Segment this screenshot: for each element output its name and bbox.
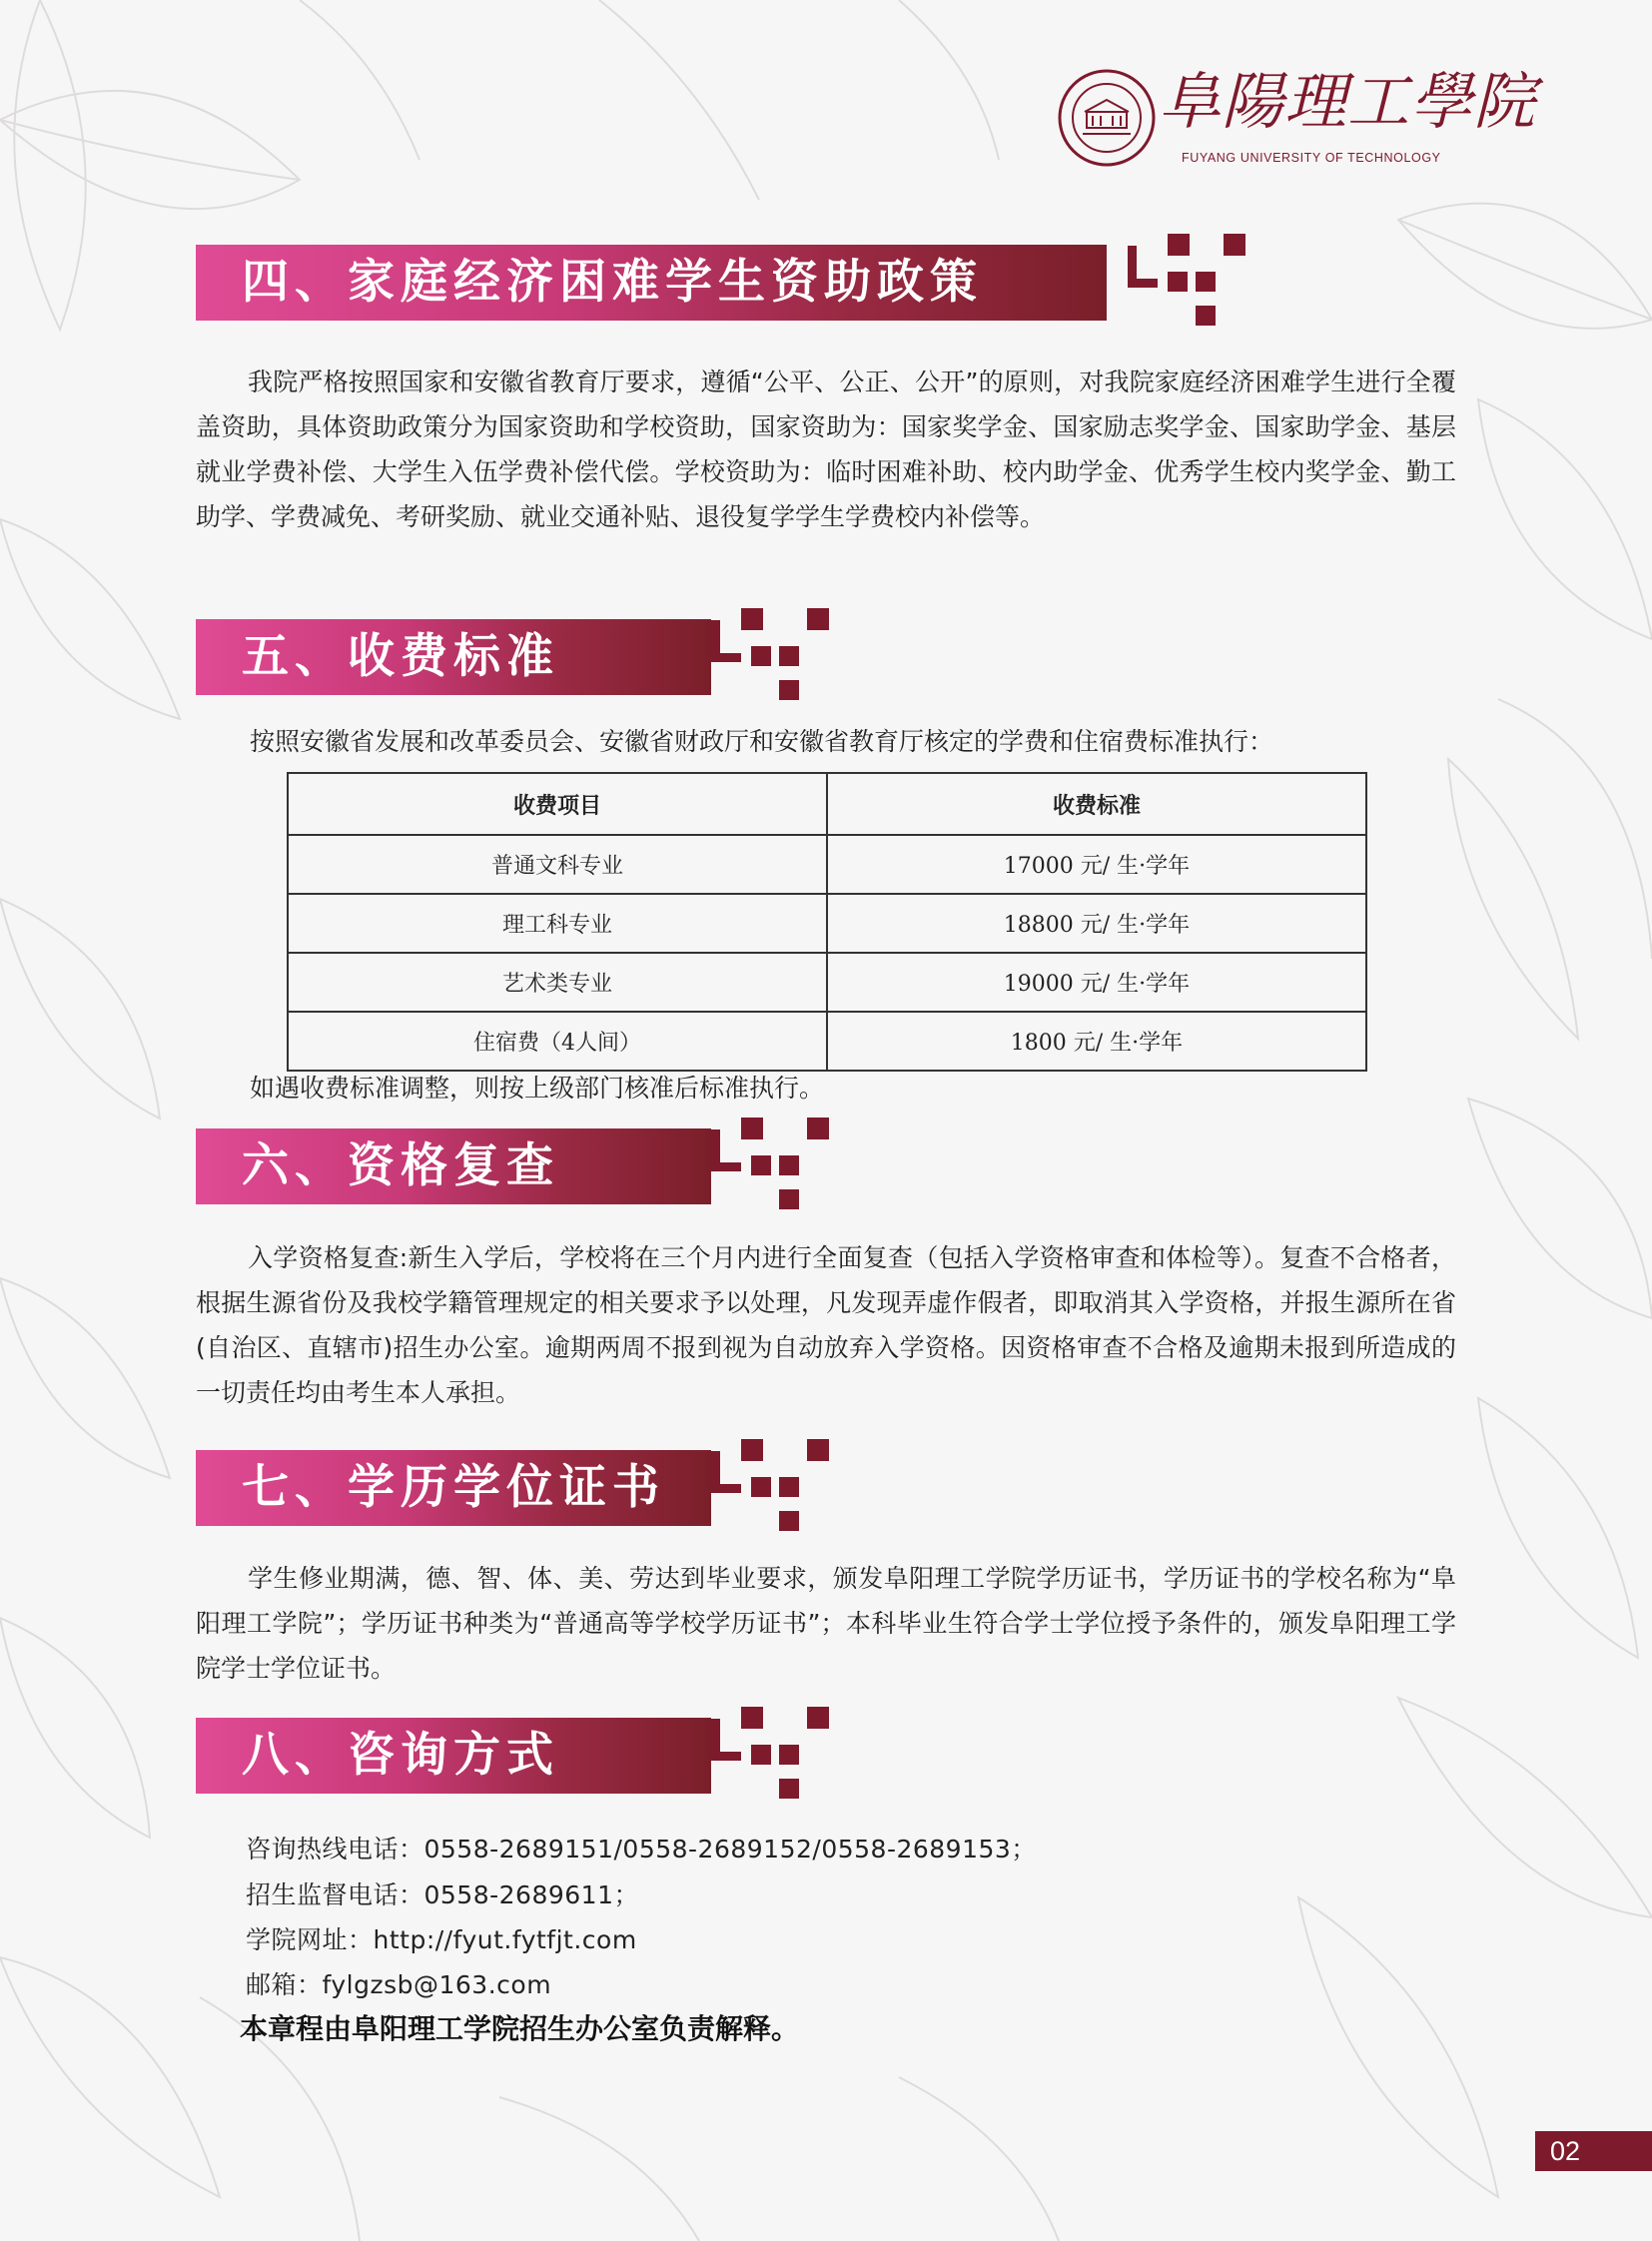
hotline-phone: 咨询热线电话：0558-2689151/0558-2689152/0558-2689153； (246, 1835, 1037, 1864)
table-header: 收费项目 (288, 773, 827, 835)
table-row (288, 835, 1366, 894)
paragraph: 我院严格按照国家和安徽省教育厅要求，遵循“公平、公正、公开”的原则，对我院家庭经济困难学生进行全覆盖资助，具体资助政策分为国家资助和学校资助，国家资助为：国家奖学金、国家励志奖学金、国家助学金、基层就业学费补偿、大学生入伍学费补偿代偿。学校资助为：临时困难补助、校内助学金、优秀学生校内奖学金、勤工助学、学费减免、考研奖励、就业交通补贴、退役复学学生学费校内补偿等。 (196, 368, 1456, 531)
fee-intro: 按照安徽省发展和改革委员会、安徽省财政厅和安徽省教育厅核定的学费和住宿费标准执行： (250, 727, 1274, 756)
email-link[interactable]: 邮箱：fylgzsb@163.com (246, 1970, 552, 1999)
section-title-8: 八、咨询方式 (242, 1728, 559, 1783)
fee-note: 如遇收费标准调整，则按上级部门核准后标准执行。 (250, 1074, 825, 1103)
table-cell: 18800 元/ 生·学年 (827, 894, 1366, 953)
section-body-7 (196, 1556, 1456, 1691)
table-cell: 19000 元/ 生·学年 (827, 953, 1366, 1012)
table-cell: 住宿费（4人间） (288, 1012, 827, 1071)
university-name-cn: 阜陽理工學院 (1159, 65, 1537, 138)
page-number-divider (1530, 2131, 1535, 2171)
supervision-phone: 招生监督电话：0558-2689611； (246, 1880, 639, 1909)
pixel-decoration-icon (1128, 234, 1247, 334)
page-number-badge (1530, 2131, 1652, 2171)
table-cell: 理工科专业 (288, 894, 827, 953)
website-link[interactable]: 学院网址：http://fyut.fytfjt.com (246, 1925, 637, 1954)
section-title-4: 四、家庭经济困难学生资助政策 (242, 255, 983, 310)
paragraph: 入学资格复查:新生入学后，学校将在三个月内进行全面复查（包括入学资格审查和体检等）。复查不合格者，根据生源省份及我校学籍管理规定的相关要求予以处理，凡发现弄虚作假者，即取消其入学资格，并报生源所在省(自治区、直辖市)招生办公室。逾期两周不报到视为自动放弃入学资格。因资格审查不合格及逾期未报到所造成的一切责任均由考生本人承担。 (196, 1243, 1456, 1407)
section-title-5: 五、收费标准 (242, 629, 559, 684)
table-cell: 1800 元/ 生·学年 (827, 1012, 1366, 1071)
table-cell: 艺术类专业 (288, 953, 827, 1012)
table-cell: 普通文科专业 (288, 835, 827, 894)
fee-table (287, 772, 1367, 1072)
section-body-6 (196, 1235, 1456, 1415)
pixel-decoration-icon (711, 1707, 831, 1807)
university-name-en: FUYANG UNIVERSITY OF TECHNOLOGY (1182, 151, 1441, 165)
section-body-4 (196, 360, 1456, 539)
university-seal-icon (1057, 68, 1157, 168)
table-cell: 17000 元/ 生·学年 (827, 835, 1366, 894)
table-row (288, 953, 1366, 1012)
section-title-7: 七、学历学位证书 (242, 1460, 665, 1515)
section-title-6: 六、资格复查 (242, 1138, 559, 1193)
pixel-decoration-icon (711, 1118, 831, 1217)
table-row (288, 894, 1366, 953)
table-row (288, 1012, 1366, 1071)
university-logo (1057, 62, 1537, 177)
page-number: 02 (1550, 2136, 1581, 2166)
pixel-decoration-icon (711, 1439, 831, 1539)
table-header-row (288, 773, 1366, 835)
paragraph: 学生修业期满，德、智、体、美、劳达到毕业要求，颁发阜阳理工学院学历证书，学历证书的学校名称为“阜阳理工学院”；学历证书种类为“普通高等学校学历证书”；本科毕业生符合学士学位授予条件的，颁发阜阳理工学院学士学位证书。 (196, 1564, 1456, 1683)
table-header: 收费标准 (827, 773, 1366, 835)
closing-statement: 本章程由阜阳理工学院招生办公室负责解释。 (240, 2012, 800, 2045)
pixel-decoration-icon (711, 608, 831, 708)
